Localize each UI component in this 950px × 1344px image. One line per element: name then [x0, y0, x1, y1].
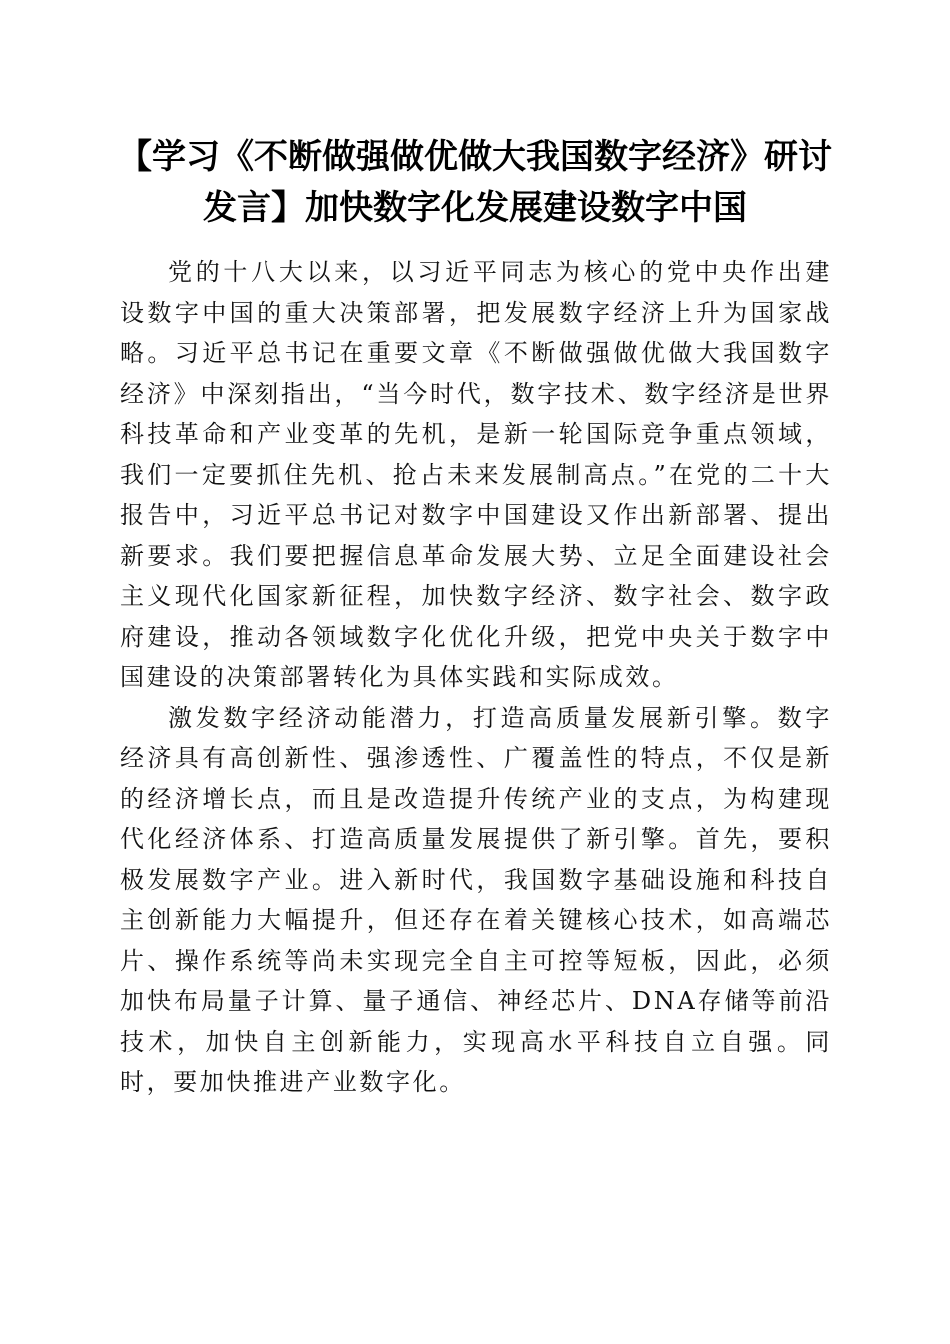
paragraph-2: 激发数字经济动能潜力，打造高质量发展新引擎。数字经济具有高创新性、强渗透性、广覆盖性的特点，不仅是新的经济增长点，而且是改造提升传统产业的支点，为构建现代化经济体系、打造高质量发展提供了新引擎。首先，要积极发展数字产业。进入新时代，我国数字基础设施和科技自主创新能力大幅提升，但还存在着关键核心技术，如高端芯片、操作系统等尚未实现完全自主可控等短板，因此，必须加快布局量子计算、量子通信、神经芯片、DNA存储等前沿技术，加快自主创新能力，实现高水平科技自立自强。同时，要加快推进产业数字化。: [120, 703, 832, 1096]
paragraph-1: 党的十八大以来，以习近平同志为核心的党中央作出建设数字中国的重大决策部署，把发展数字经济上升为国家战略。习近平总书记在重要文章《不断做强做优做大我国数字经济》中深刻指出，“当今时代，数字技术、数字经济是世界科技革命和产业变革的先机，是新一轮国际竞争重点领域，我们一定要抓住先机、抢占未来发展制高点。”在党的二十大报告中，习近平总书记对数字中国建设又作出新部署、提出新要求。我们要把握信息革命发展大势、立足全面建设社会主义现代化国家新征程，加快数字经济、数字社会、数字政府建设，推动各领域数字化优化升级，把党中央关于数字中国建设的决策部署转化为具体实践和实际成效。: [120, 258, 832, 691]
document-body: [120, 252, 832, 1103]
document-title: 【学习《不断做强做优做大我国数字经济》研讨发言】加快数字化发展建设数字中国: [118, 137, 832, 228]
